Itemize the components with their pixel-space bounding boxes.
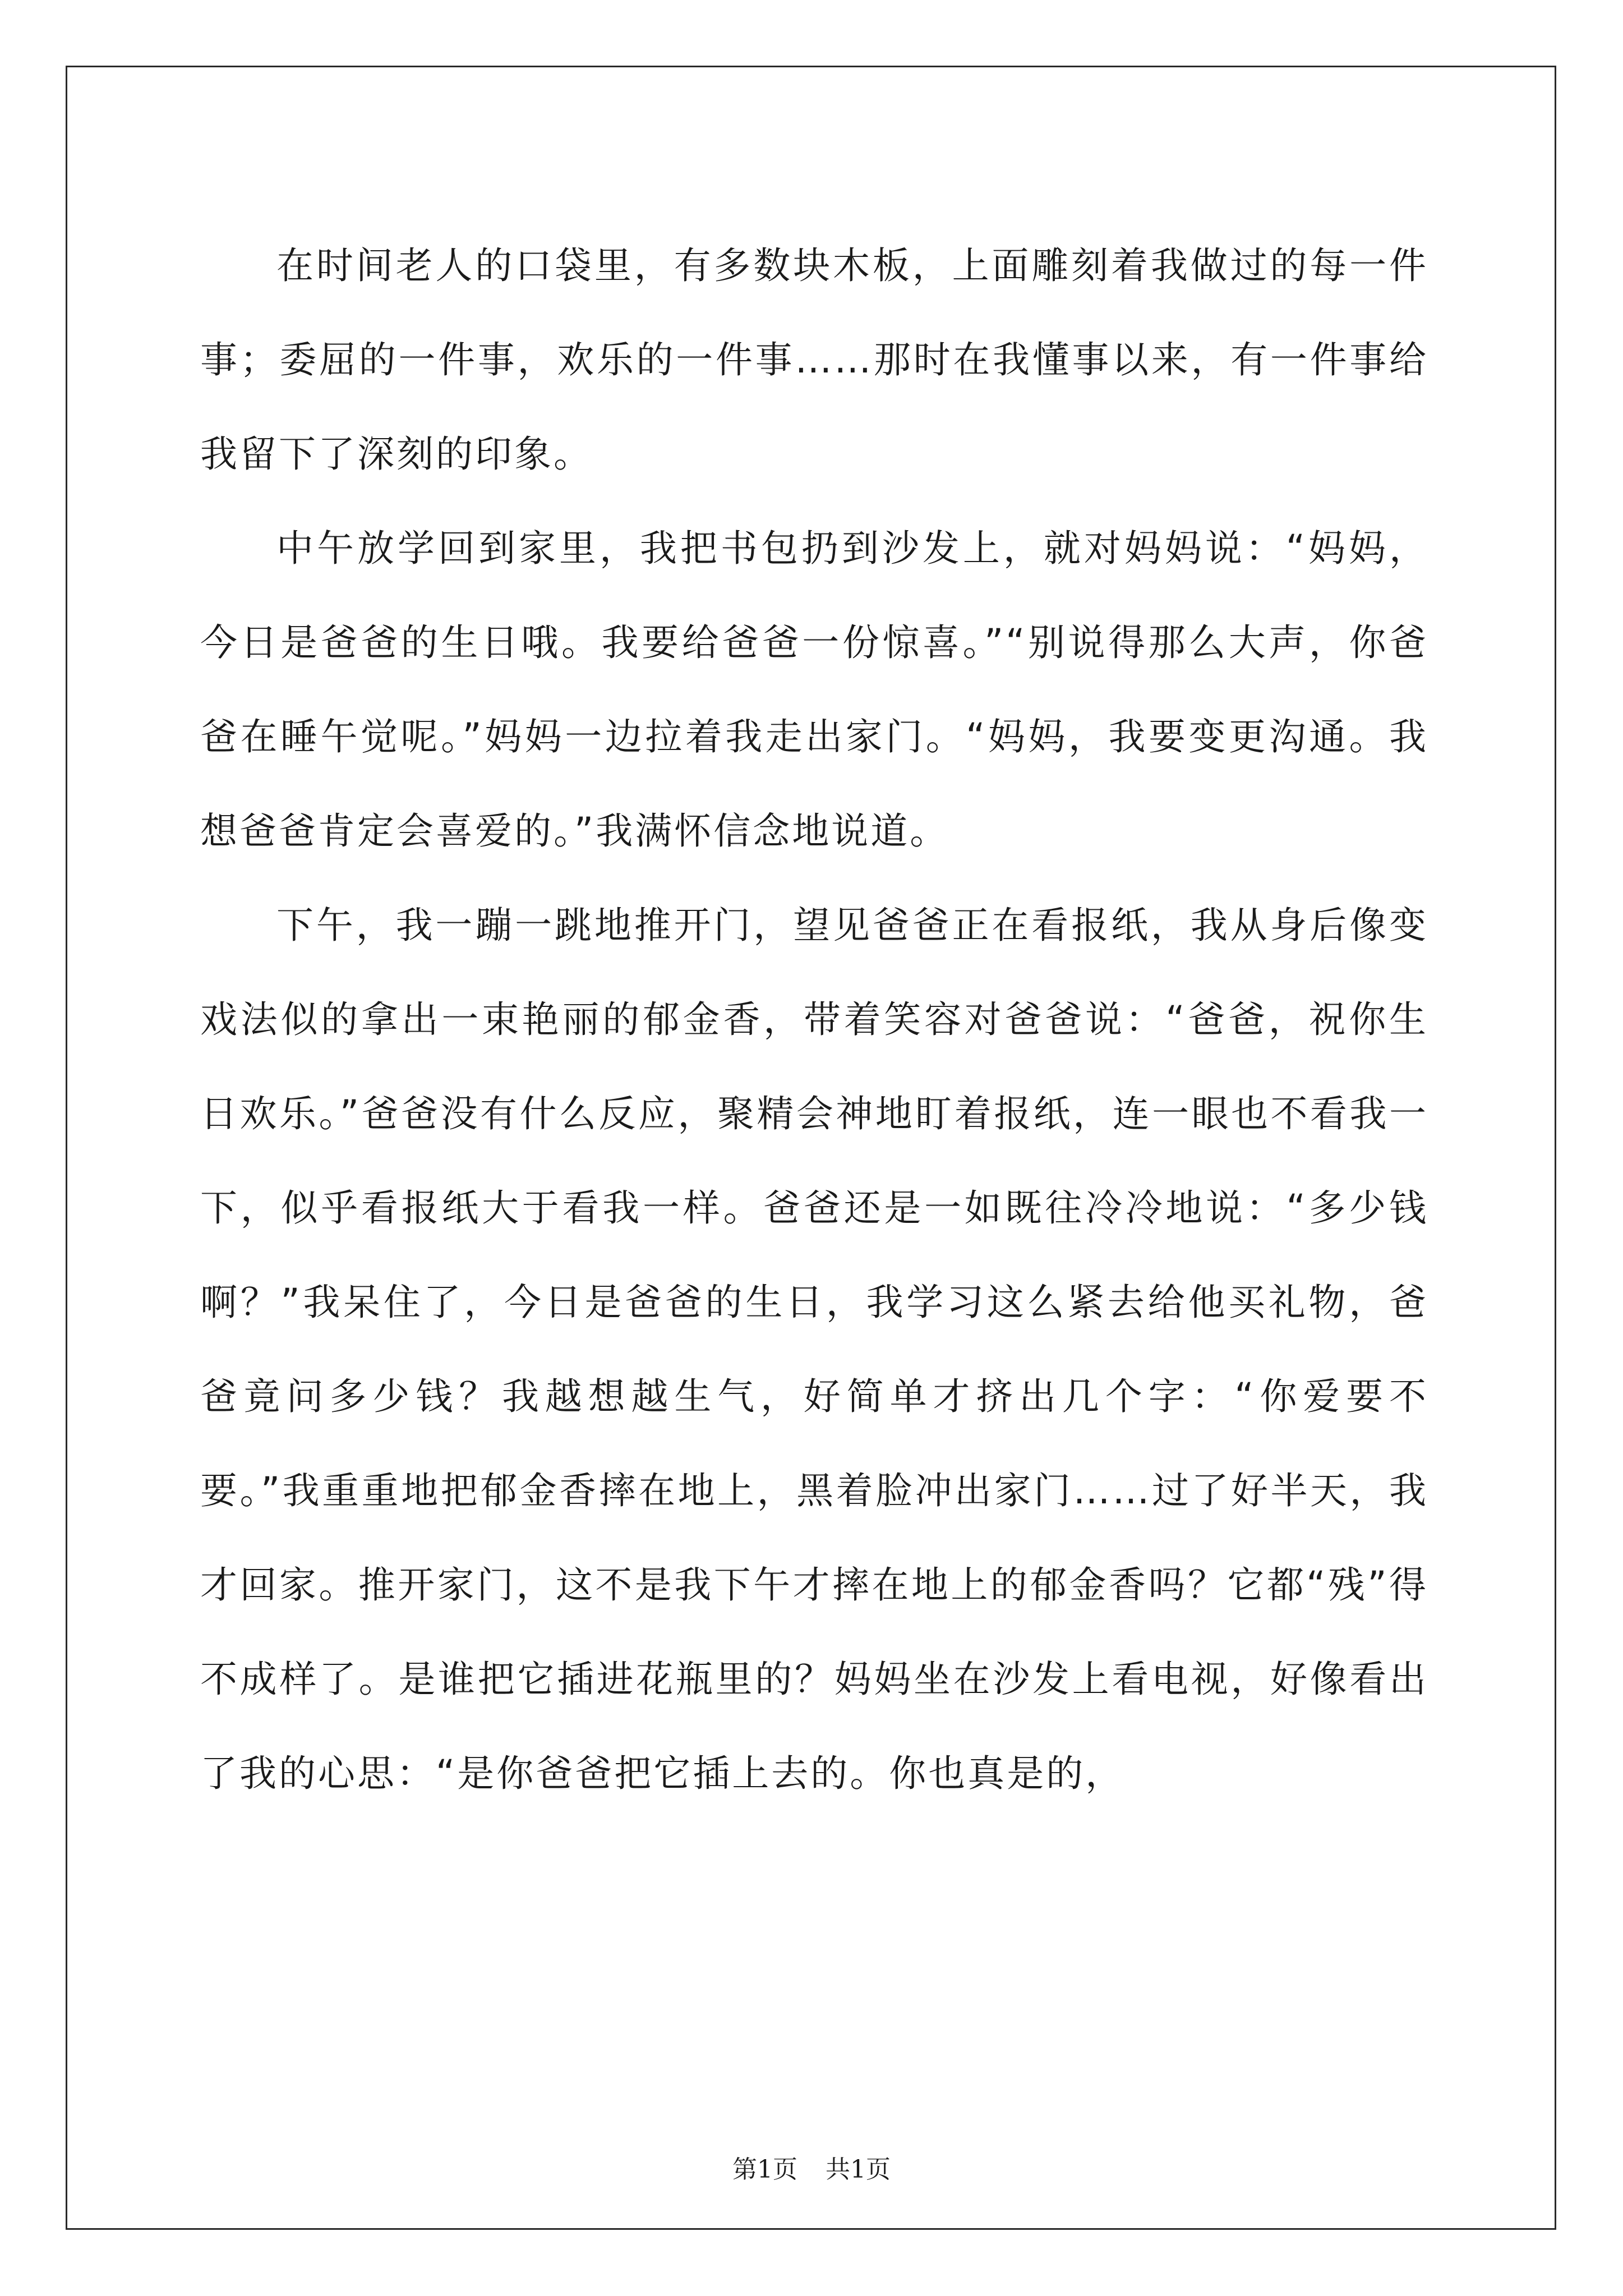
page-footer — [0, 2153, 1623, 2187]
document-body — [200, 219, 1428, 1821]
paragraph: 下午，我一蹦一跳地推开门，望见爸爸正在看报纸，我从身后像变戏法似的拿出一束艳丽的郁金香，带着笑容对爸爸说：“爸爸，祝你生日欢乐。”爸爸没有什么反应，聚精会神地盯着报纸，连一眼也不看我一下，似乎看报纸大于看我一样。爸爸还是一如既往冷冷地说：“多少钱啊？”我呆住了，今日是爸爸的生日，我学习这么紧去给他买礼物，爸爸竟问多少钱？我越想越生气，好简单才挤出几个字：“你爱要不要。”我重重地把郁金香摔在地上，黑着脸冲出家门……过了好半天，我才回家。推开家门，这不是我下午才摔在地上的郁金香吗？它都“残”得不成样了。是谁把它插进花瓶里的？妈妈坐在沙发上看电视，好像看出了我的心思：“是你爸爸把它插上去的。你也真是的， — [200, 904, 1428, 1795]
page-number-current: 第1页 — [732, 2155, 797, 2184]
paragraph: 中午放学回到家里，我把书包扔到沙发上，就对妈妈说：“妈妈，今日是爸爸的生日哦。我要给爸爸一份惊喜。”“别说得那么大声，你爸爸在睡午觉呢。”妈妈一边拉着我走出家门。“妈妈，我要变更沟通。我想爸爸肯定会喜爱的。”我满怀信念地说道。 — [200, 527, 1428, 853]
paragraph: 在时间老人的口袋里，有多数块木板，上面雕刻着我做过的每一件事；委屈的一件事，欢乐的一件事……那时在我懂事以来，有一件事给我留下了深刻的印象。 — [200, 244, 1428, 476]
page-number-total: 共1页 — [826, 2155, 891, 2184]
